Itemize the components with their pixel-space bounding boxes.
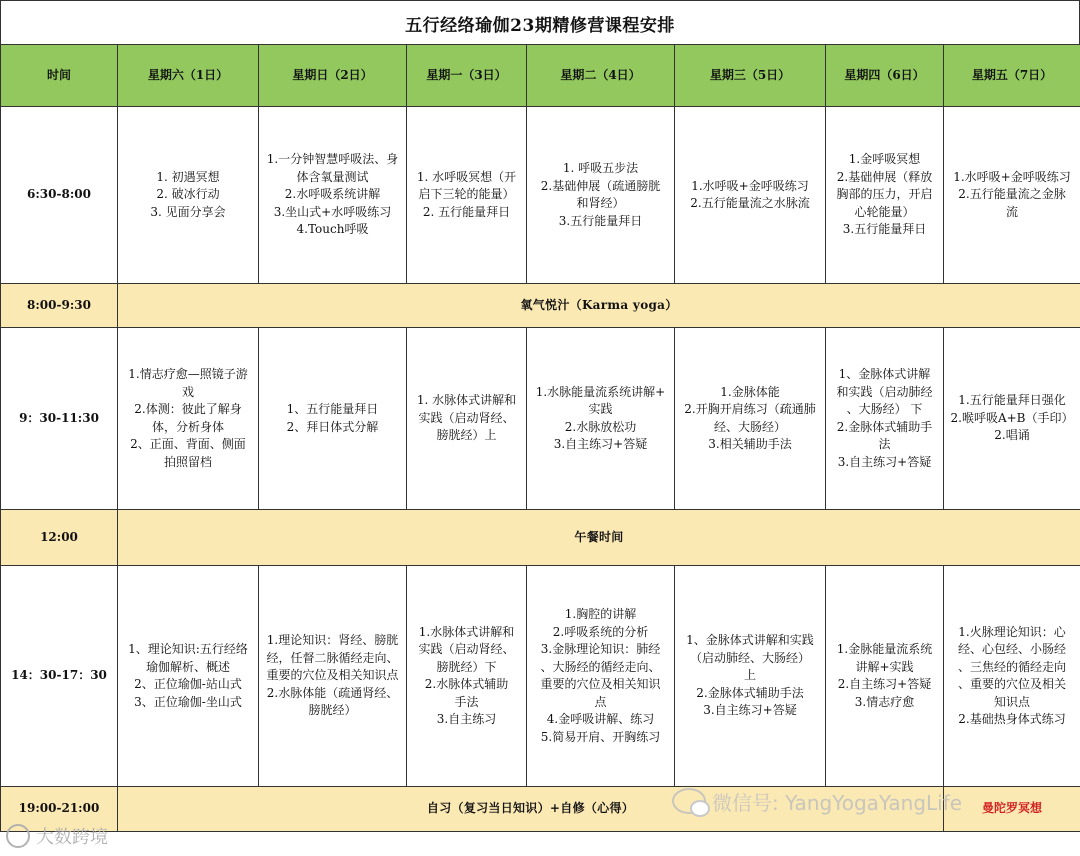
activity-line: 1.五行能量拜日强化 [958, 393, 1066, 408]
activity-cell [826, 107, 944, 284]
activity-line: 1.理论知识：肾经、膀胱 [266, 633, 399, 648]
activity-line: 2.水呼吸系统讲解 [284, 187, 381, 202]
activity-line: 2、拜日体式分解 [286, 419, 379, 434]
activity-cell [527, 566, 675, 787]
activity-cell [675, 328, 826, 510]
activity-line: 讲解+实践 [855, 659, 914, 674]
activity-line: 4.金呼吸讲解、练习 [546, 712, 655, 726]
time-cell: 6:30-8:00 [1, 107, 118, 284]
activity-line: 1.水呼吸+金呼吸练习 [691, 178, 809, 193]
activity-line: 2.五行能量流之金脉 [958, 187, 1066, 202]
activity-line: 1、理论知识:五行经络 [128, 642, 248, 656]
header-day-1: 星期六（1日） [118, 45, 259, 107]
activity-line: 重要的穴位及相关知识点 [266, 668, 399, 683]
header-time: 时间 [1, 45, 118, 107]
activity-line: 2.水脉体式辅助 [424, 677, 509, 691]
activity-line: 1.金呼吸冥想 [848, 152, 921, 167]
activity-line: 2.基础伸展（释放 [836, 169, 933, 184]
activity-line: 实践 [588, 402, 613, 416]
activity-line: 3.自主练习 [436, 712, 497, 726]
schedule-row [1, 107, 1080, 284]
activity-line: 2.金脉体式辅助手 [836, 419, 933, 434]
activity-line: 启下三轮的能量） [418, 187, 515, 202]
activity-line: 知识点 [993, 694, 1030, 709]
activity-line: 上 [743, 668, 756, 683]
activity-line: 1.水脉体式讲解和 [418, 624, 515, 639]
activity-line: 和肾经） [576, 196, 625, 210]
time-cell: 12:00 [1, 510, 118, 566]
activity-line: 、大肠经） 下 [846, 402, 923, 416]
activity-line: 胸部的压力，开启 [836, 187, 933, 202]
page-title: 五行经络瑜伽23期精修营课程安排 [0, 0, 1080, 45]
activity-line: 、重要的穴位及相关 [957, 677, 1066, 691]
activity-line: 3.五行能量拜日 [842, 222, 927, 237]
time-cell: 14：30-17：30 [1, 566, 118, 787]
activity-line: 拍照留档 [163, 454, 212, 469]
activity-cell [826, 328, 944, 510]
activity-line: 2、正位瑜伽-站山式 [134, 677, 242, 691]
header-day-4: 星期二（4日） [527, 45, 675, 107]
time-cell: 9：30-11:30 [1, 328, 118, 510]
activity-line: 体，分析身体 [151, 419, 224, 434]
time-cell: 19:00-21:00 [1, 787, 118, 832]
activity-cell [944, 328, 1080, 510]
corner-watermark-text: 大数跨境 [36, 827, 108, 848]
activity-line: 3.情志疗愈 [854, 694, 915, 709]
activity-cell [527, 328, 675, 510]
activity-line: 2.基础伸展（疏通膀胱 [540, 178, 661, 193]
activity-line: 1. 水呼吸冥想（开 [416, 169, 517, 184]
activity-line: 和实践（启动肺经 [836, 384, 933, 399]
activity-line: 3、正位瑜伽-坐山式 [134, 694, 242, 709]
merged-activity-cell: 自习（复习当日知识）+自修（心得） [118, 787, 944, 832]
activity-cell [675, 566, 826, 787]
activity-line: 3.金脉理论知识：肺经 [540, 642, 661, 656]
activity-line: 3.自主练习+答疑 [837, 454, 932, 469]
activity-line: 流 [1005, 204, 1018, 219]
header-day-7: 星期五（7日） [944, 45, 1080, 107]
band-row [1, 510, 1080, 566]
activity-line: 3. 见面分享会 [150, 204, 226, 219]
activity-cell [527, 107, 675, 284]
activity-line: 1. 呼吸五步法 [562, 161, 639, 175]
activity-line: 1.火脉理论知识：心 [958, 624, 1066, 639]
time-cell: 8:00-9:30 [1, 284, 118, 328]
header-day-3: 星期一（3日） [407, 45, 527, 107]
activity-line: 点 [594, 694, 607, 709]
activity-line: 戏 [181, 384, 194, 399]
activity-line: 3.自主练习+答疑 [553, 437, 648, 451]
activity-cell [407, 107, 527, 284]
band-row [1, 787, 1080, 832]
merged-activity-cell: 氧气悦汁（Karma yoga） [118, 284, 1080, 328]
header-day-5: 星期三（5日） [675, 45, 826, 107]
activity-line: 2.开胸开肩练习（疏通肺 [684, 402, 816, 416]
activity-line: 1. 初遇冥想 [156, 169, 220, 184]
activity-cell [826, 566, 944, 787]
activity-line: 膀胱经）下 [436, 659, 497, 674]
activity-line: 1.金脉能量流系统 [836, 642, 933, 656]
activity-line: 3.相关辅助手法 [708, 437, 792, 451]
activity-line: 实践（启动肾经、 [418, 642, 515, 656]
friday-evening-cell: 曼陀罗冥想 [944, 787, 1080, 832]
band-row [1, 284, 1080, 328]
activity-line: 4.Touch呼吸 [296, 222, 369, 237]
schedule-row [1, 328, 1080, 510]
activity-line: 1、金脉体式讲解和实践 [686, 633, 814, 648]
activity-line: 经、心包经、小肠经 [957, 642, 1066, 656]
activity-line: 法 [878, 437, 891, 451]
activity-cell [675, 107, 826, 284]
activity-line: 2. 破冰行动 [156, 187, 220, 202]
activity-line: （启动肺经、大肠经） [689, 650, 810, 665]
activity-line: 5.简易开肩、开胸练习 [540, 729, 661, 744]
activity-line: 2.五行能量流之水脉流 [690, 196, 810, 210]
activity-line: 体含氧量测试 [296, 169, 369, 184]
activity-cell [944, 107, 1080, 284]
activity-line: 2.体测：彼此了解身 [134, 402, 242, 416]
activity-line: 瑜伽解析、概述 [145, 659, 230, 674]
activity-line: 1、金脉体式讲解 [838, 367, 931, 381]
activity-line: 心轮能量） [854, 204, 915, 219]
activity-line: 2.自主练习+答疑 [837, 677, 932, 691]
header-day-2: 星期日（2日） [259, 45, 407, 107]
schedule-row [1, 566, 1080, 787]
activity-line: 3.坐山式+水呼吸练习 [273, 204, 392, 219]
activity-cell [259, 328, 407, 510]
activity-line: 膀胱经）上 [436, 428, 497, 443]
activity-line: 1.水呼吸+金呼吸练习 [953, 169, 1071, 184]
activity-line: 2.水脉放松功 [564, 419, 637, 434]
activity-line: 、大肠经的循经走向、 [540, 659, 661, 674]
activity-line: 重要的穴位及相关知识 [540, 677, 661, 691]
activity-line: 1. 水脉体式讲解和 [416, 393, 517, 408]
activity-line: 经，任督二脉循经走向、 [266, 650, 399, 665]
activity-line: 2.呼吸系统的分析 [552, 624, 649, 639]
wechat-watermark-text: 微信号: YangYogaYangLife [712, 790, 963, 815]
header-row [1, 45, 1080, 107]
activity-cell [259, 107, 407, 284]
activity-line: 1.一分钟智慧呼吸法、身 [266, 152, 399, 167]
merged-activity-cell: 午餐时间 [118, 510, 1080, 566]
activity-line: 1.水脉能量流系统讲解+ [535, 384, 666, 399]
activity-cell [118, 328, 259, 510]
activity-line: 2、正面、背面、侧面 [130, 437, 246, 451]
activity-cell [407, 328, 527, 510]
activity-cell [118, 107, 259, 284]
activity-line: 1、五行能量拜日 [286, 402, 379, 416]
activity-line: 2.金脉体式辅助手法 [696, 685, 804, 700]
activity-cell [118, 566, 259, 787]
activity-cell [407, 566, 527, 787]
activity-line: 手法 [454, 694, 479, 709]
activity-line: 2.基础热身体式练习 [958, 712, 1066, 726]
activity-line: 2.水脉体能（疏通肾经、 [266, 685, 399, 700]
activity-line: 1.情志疗愈—照镜子游 [128, 367, 248, 381]
activity-line: 2. 五行能量拜日 [422, 204, 511, 219]
header-day-6: 星期四（6日） [826, 45, 944, 107]
activity-cell [944, 566, 1080, 787]
activity-line: 2.唱诵 [994, 428, 1030, 443]
activity-line: 经、大肠经） [713, 419, 786, 434]
activity-line: 3.五行能量拜日 [558, 213, 643, 228]
activity-line: 、三焦经的循经走向 [957, 659, 1066, 674]
activity-line: 1.金脉体能 [720, 384, 780, 399]
activity-line: 实践（启动肾经、 [418, 410, 515, 425]
activity-line: 膀胱经） [308, 703, 357, 718]
activity-line: 1.胸腔的讲解 [564, 607, 637, 621]
schedule-table [0, 44, 1080, 832]
activity-cell [259, 566, 407, 787]
activity-line: 3.自主练习+答疑 [703, 703, 797, 718]
activity-line: 2.喉呼吸A+B（手印） [950, 410, 1074, 425]
